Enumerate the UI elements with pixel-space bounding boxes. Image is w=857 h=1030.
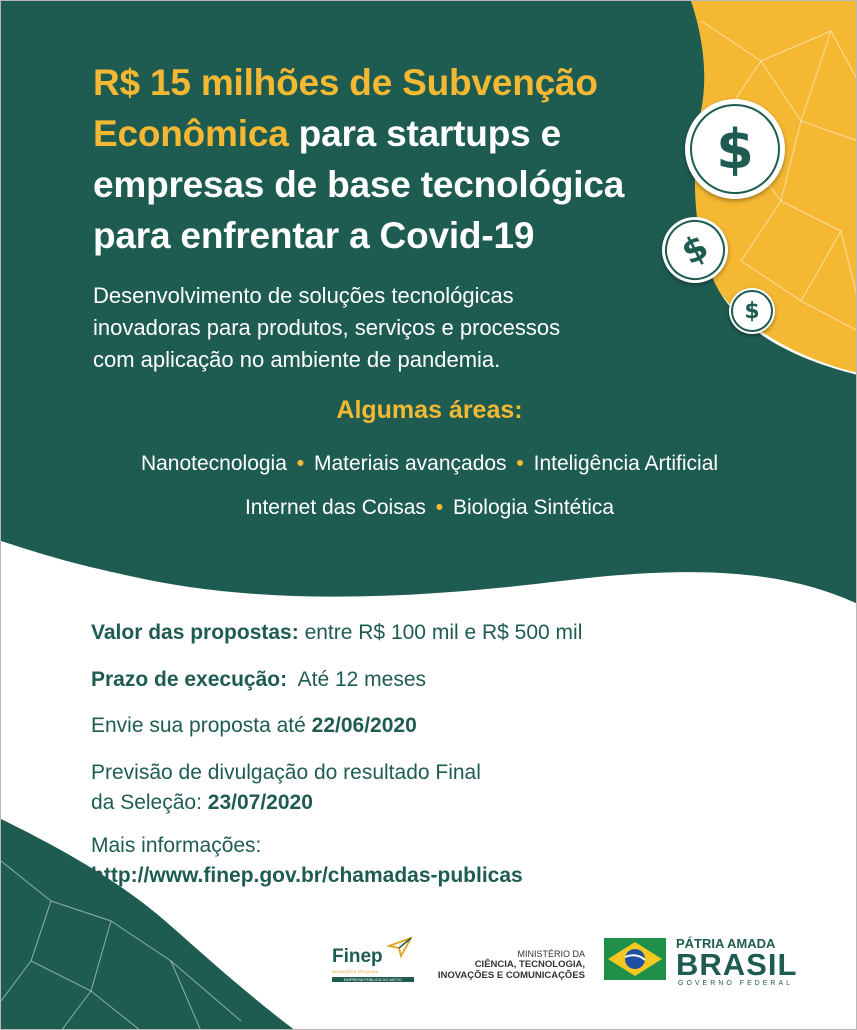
description-line: Desenvolvimento de soluções tecnológicas [93, 283, 514, 308]
ministry-line-1: MINISTÉRIO DA [517, 949, 585, 959]
gov-line-2: BRASIL [676, 947, 798, 982]
prazo-execucao [91, 665, 426, 695]
headline-highlight-1: R$ 15 milhões de Subvenção [93, 62, 598, 103]
finep-paper-plane-icon [387, 936, 413, 958]
finep-logo [332, 936, 414, 984]
previsao-resultado [91, 758, 481, 818]
finep-name: Finep [332, 946, 383, 967]
ministry-line-2: CIÊNCIA, TECNOLOGIA, [474, 959, 585, 970]
area-item: Nanotecnologia [140, 452, 287, 475]
previsao-date: 23/07/2020 [207, 791, 313, 814]
finep-tagline: INOVAÇÃO E PESQUISA [332, 969, 379, 974]
description-line: com aplicação no ambiente de pandemia. [93, 347, 501, 372]
ministry-line-3: INOVAÇÕES E COMUNICAÇÕES [437, 970, 585, 981]
headline-rest-1: para startups e [288, 113, 561, 154]
finep-bar: EMPRESA PÚBLICA DO MCTIC [332, 977, 414, 982]
area-separator: • [296, 452, 305, 475]
prazo-value: Até 12 meses [287, 668, 427, 691]
valor-propostas [91, 618, 582, 648]
areas-row [1, 496, 857, 520]
dollar-coin-icon [685, 99, 785, 199]
gov-line-3: GOVERNO FEDERAL [678, 980, 794, 987]
previsao-line-2: da Seleção: [91, 791, 208, 814]
description-line: inovadoras para produtos, serviços e processos [93, 315, 561, 340]
headline [93, 57, 693, 261]
area-item: Biologia Sintética [452, 496, 615, 519]
info-link[interactable]: http://www.finep.gov.br/chamadas-publicas [91, 864, 523, 887]
dollar-coin-symbol: $ [654, 209, 735, 290]
envie-text: Envie sua proposta até [91, 714, 312, 737]
areas-title: Algumas áreas: [336, 396, 523, 424]
envie-date: 22/06/2020 [311, 714, 417, 737]
ministry-logo [431, 949, 585, 981]
mais-label: Mais informações: [91, 834, 262, 857]
dollar-coin-symbol: $ [731, 290, 773, 332]
description [93, 280, 673, 376]
area-separator: • [435, 496, 444, 519]
area-item: Internet das Coisas [244, 496, 426, 519]
dollar-coin-icon [729, 288, 775, 334]
headline-highlight-2: Econômica [93, 113, 289, 154]
mais-informacoes [91, 831, 523, 891]
headline-rest-2: empresas de base tecnológica [93, 164, 625, 205]
areas-row [1, 452, 857, 476]
dollar-coin-symbol: $ [690, 104, 780, 194]
previsao-line-1: Previsão de divulgação do resultado Final [91, 761, 481, 784]
valor-label: Valor das propostas: [91, 621, 299, 644]
area-separator: • [516, 452, 524, 475]
brazil-flag-icon [604, 936, 668, 982]
area-item: Inteligência Artificial [533, 452, 719, 475]
headline-rest-3: para enfrentar a Covid-19 [93, 215, 535, 256]
valor-value: entre R$ 100 mil e R$ 500 mil [298, 621, 583, 644]
gov-line-1: PÁTRIA AMADA [676, 936, 776, 951]
prazo-label: Prazo de execução: [91, 668, 288, 691]
envie-proposta [91, 711, 417, 741]
area-item: Materiais avançados [313, 452, 507, 475]
